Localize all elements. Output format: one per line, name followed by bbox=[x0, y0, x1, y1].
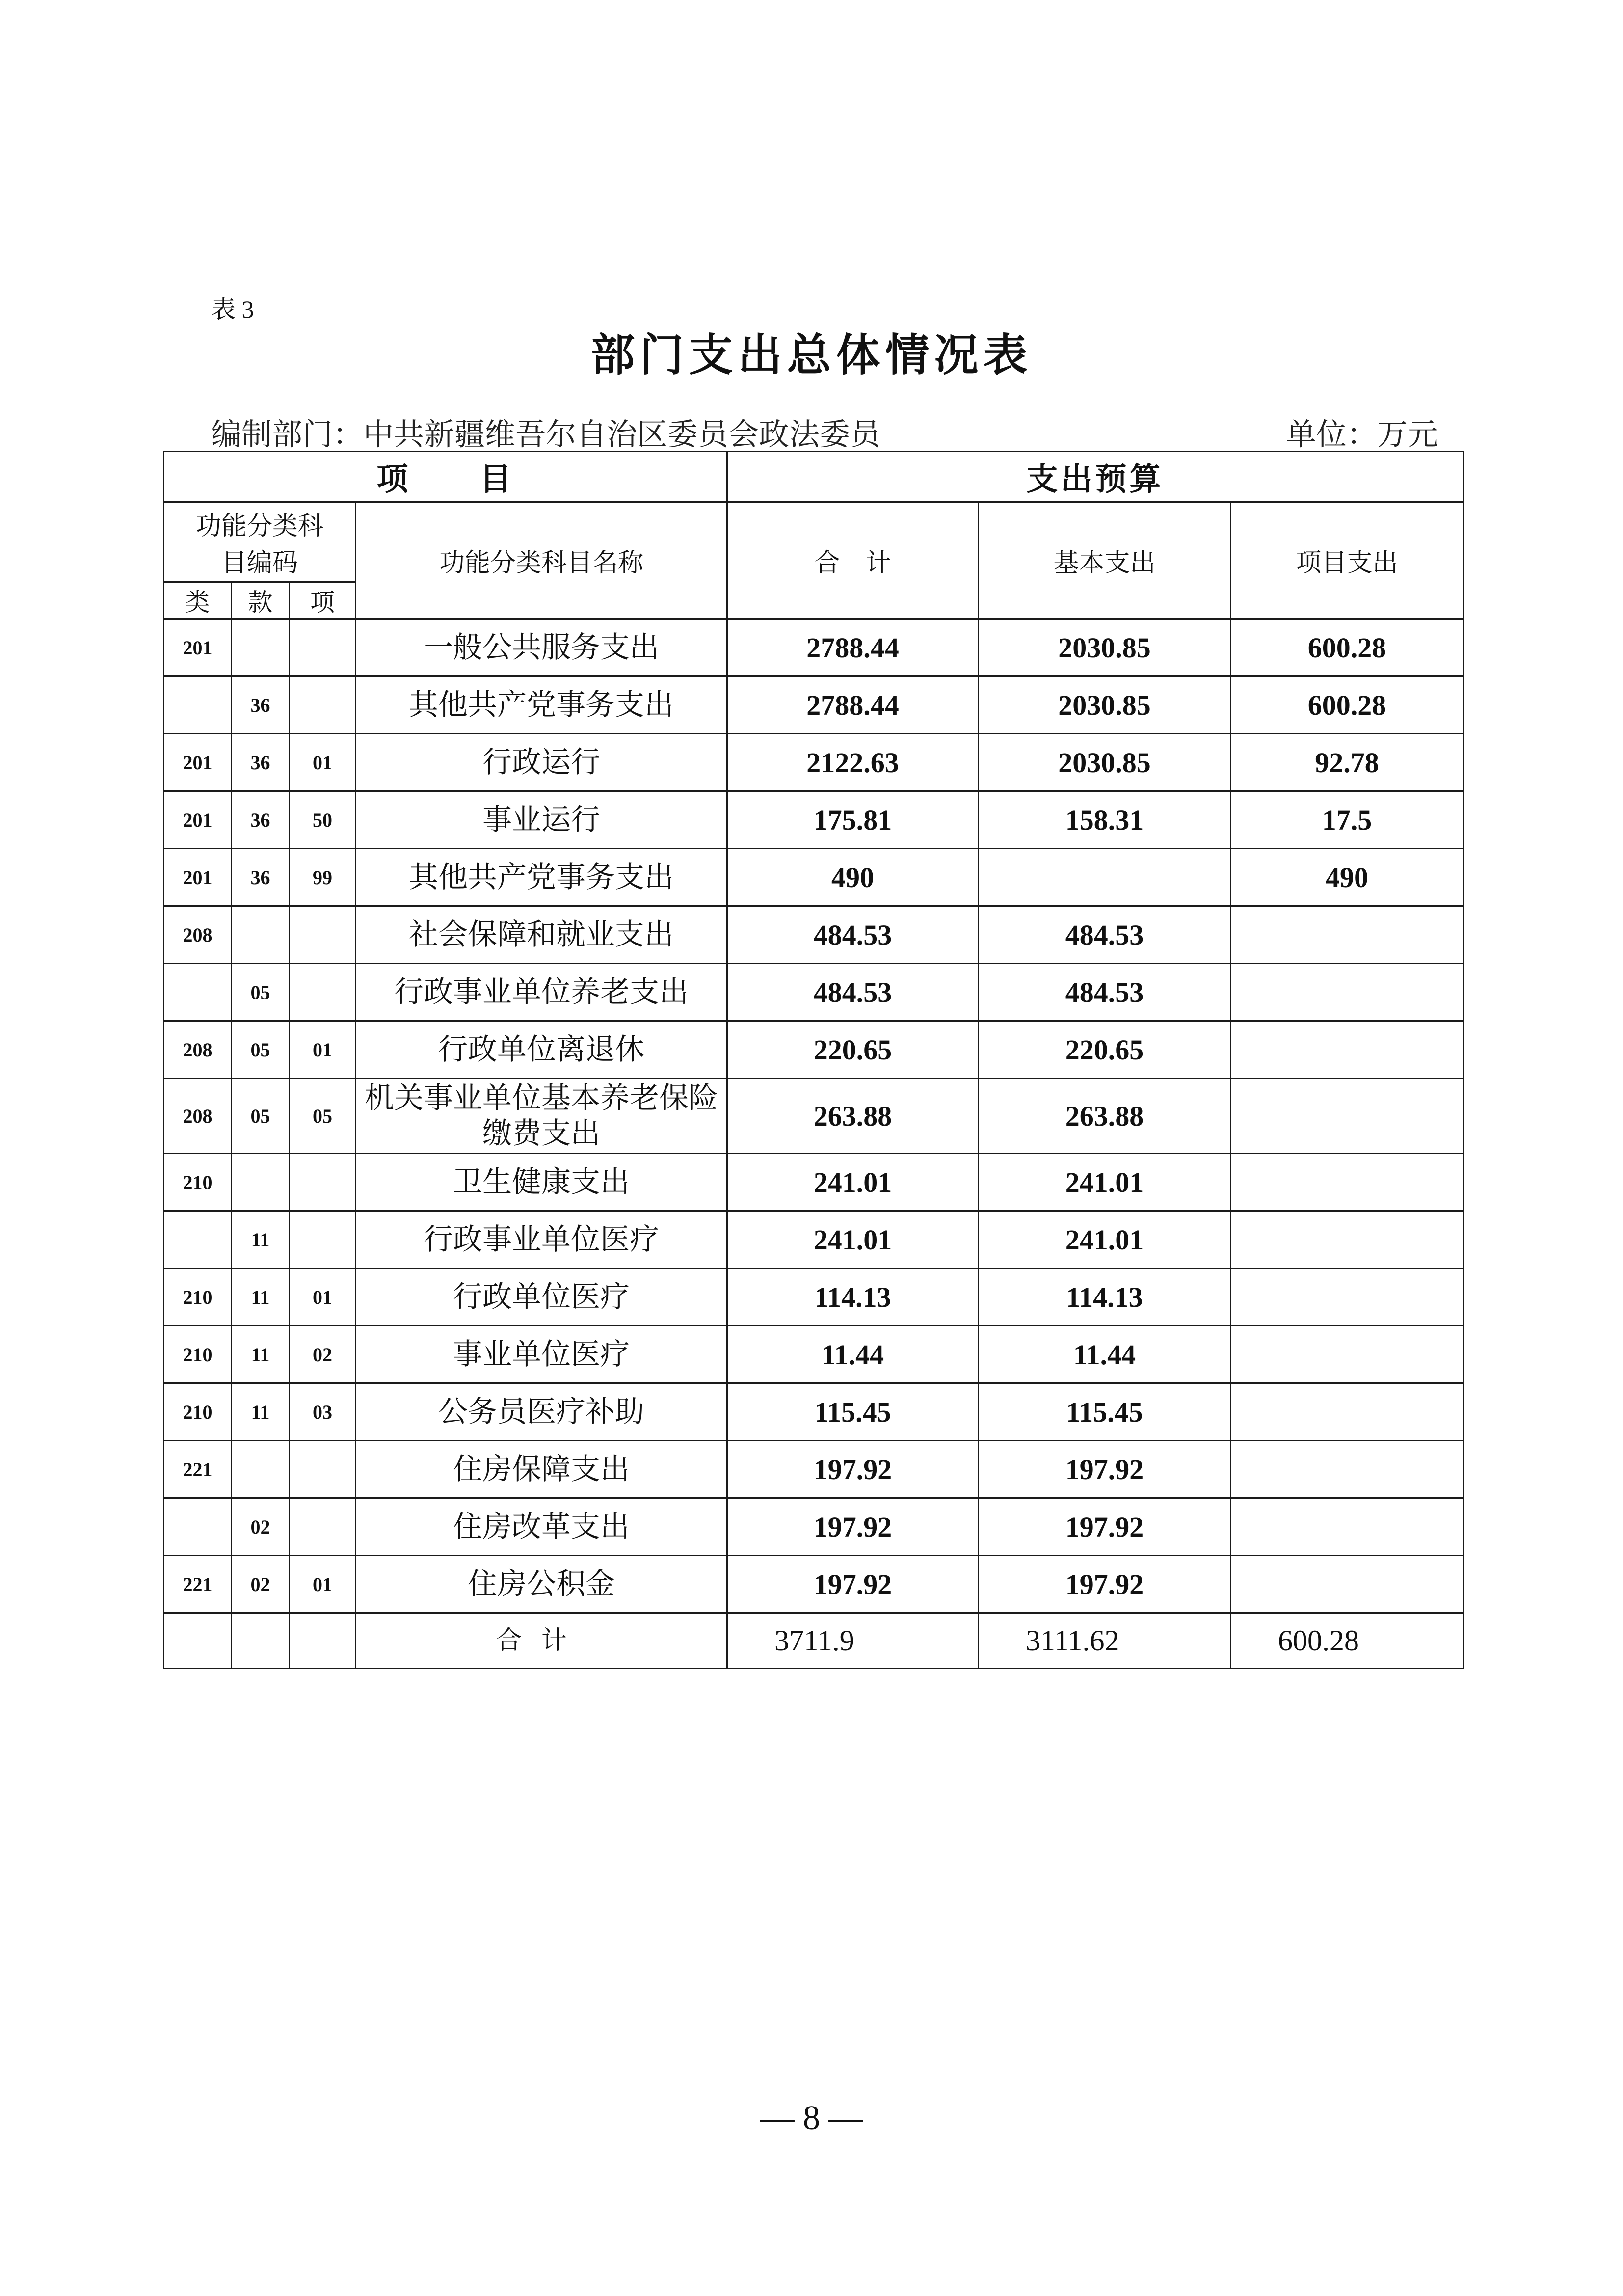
cell-xiang bbox=[290, 1211, 356, 1269]
cell-name: 事业单位医疗 bbox=[356, 1326, 727, 1383]
table-row bbox=[164, 734, 1463, 791]
cell-total: 2788.44 bbox=[727, 676, 979, 734]
cell-total: 175.81 bbox=[727, 791, 979, 849]
cell-total: 11.44 bbox=[727, 1326, 979, 1383]
cell-kuan: 02 bbox=[232, 1498, 290, 1556]
cell-xiang: 05 bbox=[290, 1079, 356, 1154]
cell-xiang: 01 bbox=[290, 1556, 356, 1613]
header-code-line2: 目编码 bbox=[221, 548, 298, 578]
cell-kuan: 05 bbox=[232, 1079, 290, 1154]
cell-basic: 11.44 bbox=[979, 1326, 1231, 1383]
cell-project bbox=[1231, 906, 1463, 964]
cell-lei: 210 bbox=[164, 1326, 232, 1383]
cell-kuan: 36 bbox=[232, 849, 290, 906]
cell-basic: 2030.85 bbox=[979, 619, 1231, 676]
cell-basic: 263.88 bbox=[979, 1079, 1231, 1154]
expenditure-table bbox=[163, 451, 1464, 1669]
cell-lei: 201 bbox=[164, 619, 232, 676]
cell-kuan: 11 bbox=[232, 1326, 290, 1383]
table-row bbox=[164, 791, 1463, 849]
cell-xiang: 99 bbox=[290, 849, 356, 906]
cell-name: 住房改革支出 bbox=[356, 1498, 727, 1556]
header-basic: 基本支出 bbox=[979, 502, 1231, 619]
table-row bbox=[164, 1556, 1463, 1613]
cell-basic: 241.01 bbox=[979, 1154, 1231, 1211]
cell-name: 住房保障支出 bbox=[356, 1441, 727, 1498]
cell-basic: 241.01 bbox=[979, 1211, 1231, 1269]
header-row-mid bbox=[164, 502, 1463, 582]
cell-lei bbox=[164, 676, 232, 734]
table-row bbox=[164, 619, 1463, 676]
header-row-top bbox=[164, 452, 1463, 502]
cell-xiang: 50 bbox=[290, 791, 356, 849]
cell-project: 600.28 bbox=[1231, 619, 1463, 676]
cell-name: 卫生健康支出 bbox=[356, 1154, 727, 1211]
cell-total: 484.53 bbox=[727, 964, 979, 1021]
cell-name: 行政事业单位养老支出 bbox=[356, 964, 727, 1021]
meta-row bbox=[211, 410, 1438, 454]
cell-name: 行政单位离退休 bbox=[356, 1021, 727, 1079]
cell-kuan bbox=[232, 1154, 290, 1211]
cell-xiang: 01 bbox=[290, 734, 356, 791]
table-row bbox=[164, 906, 1463, 964]
cell-basic: 197.92 bbox=[979, 1556, 1231, 1613]
cell-kuan: 36 bbox=[232, 676, 290, 734]
cell-kuan: 11 bbox=[232, 1383, 290, 1441]
header-name: 功能分类科目名称 bbox=[356, 502, 727, 619]
cell-basic: 197.92 bbox=[979, 1498, 1231, 1556]
table-number: 表 3 bbox=[211, 296, 254, 323]
cell-name: 一般公共服务支出 bbox=[356, 619, 727, 676]
header-budget: 支出预算 bbox=[727, 452, 1463, 502]
cell-xiang bbox=[290, 964, 356, 1021]
cell-lei: 201 bbox=[164, 849, 232, 906]
cell-xiang: 03 bbox=[290, 1383, 356, 1441]
cell-project bbox=[1231, 1383, 1463, 1441]
cell-lei bbox=[164, 964, 232, 1021]
header-lei: 类 bbox=[164, 582, 232, 619]
table-row bbox=[164, 1269, 1463, 1326]
cell-basic bbox=[979, 849, 1231, 906]
cell-lei: 201 bbox=[164, 734, 232, 791]
header-code-group bbox=[164, 502, 356, 582]
cell-total: 241.01 bbox=[727, 1154, 979, 1211]
cell-total: 220.65 bbox=[727, 1021, 979, 1079]
table-row bbox=[164, 1326, 1463, 1383]
cell-project bbox=[1231, 1441, 1463, 1498]
cell-total: 197.92 bbox=[727, 1441, 979, 1498]
cell-lei bbox=[164, 1498, 232, 1556]
header-xiang: 项 bbox=[290, 582, 356, 619]
cell-total: 241.01 bbox=[727, 1211, 979, 1269]
cell-project bbox=[1231, 1211, 1463, 1269]
cell-total: 2788.44 bbox=[727, 619, 979, 676]
table-row bbox=[164, 964, 1463, 1021]
cell-lei: 221 bbox=[164, 1441, 232, 1498]
cell-kuan: 36 bbox=[232, 734, 290, 791]
cell-basic: 484.53 bbox=[979, 906, 1231, 964]
cell-total: 2122.63 bbox=[727, 734, 979, 791]
cell-project bbox=[1231, 1269, 1463, 1326]
cell-project bbox=[1231, 1498, 1463, 1556]
cell-project: 92.78 bbox=[1231, 734, 1463, 791]
cell-project bbox=[1231, 1556, 1463, 1613]
cell-xiang bbox=[290, 676, 356, 734]
cell-project bbox=[1231, 1154, 1463, 1211]
cell-kuan bbox=[232, 1441, 290, 1498]
total-empty-cell bbox=[164, 1613, 232, 1669]
table-row bbox=[164, 1441, 1463, 1498]
header-items: 项 目 bbox=[164, 452, 727, 502]
table-row bbox=[164, 1021, 1463, 1079]
cell-lei: 208 bbox=[164, 1079, 232, 1154]
cell-name: 行政运行 bbox=[356, 734, 727, 791]
cell-project: 600.28 bbox=[1231, 676, 1463, 734]
cell-lei: 221 bbox=[164, 1556, 232, 1613]
unit-label: 单位：万元 bbox=[1285, 416, 1438, 452]
total-empty-cell bbox=[232, 1613, 290, 1669]
cell-kuan: 05 bbox=[232, 964, 290, 1021]
cell-basic: 220.65 bbox=[979, 1021, 1231, 1079]
cell-project bbox=[1231, 1326, 1463, 1383]
header-project: 项目支出 bbox=[1231, 502, 1463, 619]
cell-xiang bbox=[290, 1154, 356, 1211]
total-sum: 3711.9 bbox=[727, 1613, 979, 1669]
cell-kuan: 05 bbox=[232, 1021, 290, 1079]
cell-kuan: 11 bbox=[232, 1211, 290, 1269]
cell-xiang bbox=[290, 619, 356, 676]
cell-lei bbox=[164, 1211, 232, 1269]
cell-basic: 484.53 bbox=[979, 964, 1231, 1021]
header-code-line1: 功能分类科 bbox=[195, 512, 323, 541]
cell-kuan: 02 bbox=[232, 1556, 290, 1613]
total-project: 600.28 bbox=[1231, 1613, 1463, 1669]
cell-project: 490 bbox=[1231, 849, 1463, 906]
cell-basic: 158.31 bbox=[979, 791, 1231, 849]
page-number: — 8 — bbox=[760, 2099, 863, 2137]
cell-basic: 114.13 bbox=[979, 1269, 1231, 1326]
cell-total: 197.92 bbox=[727, 1556, 979, 1613]
total-empty-cell bbox=[290, 1613, 356, 1669]
compiling-department: 编制部门：中共新疆维吾尔自治区委员会政法委员 bbox=[211, 416, 881, 452]
cell-project bbox=[1231, 1021, 1463, 1079]
cell-kuan bbox=[232, 906, 290, 964]
cell-lei: 208 bbox=[164, 906, 232, 964]
cell-name: 事业运行 bbox=[356, 791, 727, 849]
total-row bbox=[164, 1613, 1463, 1669]
cell-name: 社会保障和就业支出 bbox=[356, 906, 727, 964]
cell-xiang bbox=[290, 906, 356, 964]
total-label: 合计 bbox=[356, 1613, 727, 1669]
cell-xiang: 02 bbox=[290, 1326, 356, 1383]
table-row bbox=[164, 1383, 1463, 1441]
cell-total: 197.92 bbox=[727, 1498, 979, 1556]
header-kuan: 款 bbox=[232, 582, 290, 619]
cell-basic: 2030.85 bbox=[979, 676, 1231, 734]
cell-name: 行政事业单位医疗 bbox=[356, 1211, 727, 1269]
cell-lei: 210 bbox=[164, 1269, 232, 1326]
cell-lei: 201 bbox=[164, 791, 232, 849]
cell-name: 公务员医疗补助 bbox=[356, 1383, 727, 1441]
cell-lei: 210 bbox=[164, 1383, 232, 1441]
header-total: 合 计 bbox=[727, 502, 979, 619]
cell-xiang bbox=[290, 1498, 356, 1556]
cell-project bbox=[1231, 1079, 1463, 1154]
cell-kuan: 36 bbox=[232, 791, 290, 849]
cell-project bbox=[1231, 964, 1463, 1021]
cell-name: 机关事业单位基本养老保险缴费支出 bbox=[356, 1079, 727, 1154]
cell-total: 114.13 bbox=[727, 1269, 979, 1326]
cell-project: 17.5 bbox=[1231, 791, 1463, 849]
cell-lei: 210 bbox=[164, 1154, 232, 1211]
cell-name: 住房公积金 bbox=[356, 1556, 727, 1613]
cell-total: 115.45 bbox=[727, 1383, 979, 1441]
table-row bbox=[164, 1498, 1463, 1556]
cell-name: 行政单位医疗 bbox=[356, 1269, 727, 1326]
table-row bbox=[164, 1079, 1463, 1154]
page-title: 部门支出总体情况表 bbox=[590, 329, 1033, 381]
table-row bbox=[164, 1211, 1463, 1269]
cell-name: 其他共产党事务支出 bbox=[356, 676, 727, 734]
table-row bbox=[164, 849, 1463, 906]
total-basic: 3111.62 bbox=[979, 1613, 1231, 1669]
cell-kuan: 11 bbox=[232, 1269, 290, 1326]
cell-basic: 2030.85 bbox=[979, 734, 1231, 791]
cell-basic: 115.45 bbox=[979, 1383, 1231, 1441]
table-row bbox=[164, 1154, 1463, 1211]
cell-lei: 208 bbox=[164, 1021, 232, 1079]
cell-total: 490 bbox=[727, 849, 979, 906]
cell-xiang: 01 bbox=[290, 1021, 356, 1079]
cell-kuan bbox=[232, 619, 290, 676]
cell-basic: 197.92 bbox=[979, 1441, 1231, 1498]
cell-name: 其他共产党事务支出 bbox=[356, 849, 727, 906]
table-row bbox=[164, 676, 1463, 734]
cell-xiang: 01 bbox=[290, 1269, 356, 1326]
cell-total: 263.88 bbox=[727, 1079, 979, 1154]
cell-total: 484.53 bbox=[727, 906, 979, 964]
cell-xiang bbox=[290, 1441, 356, 1498]
